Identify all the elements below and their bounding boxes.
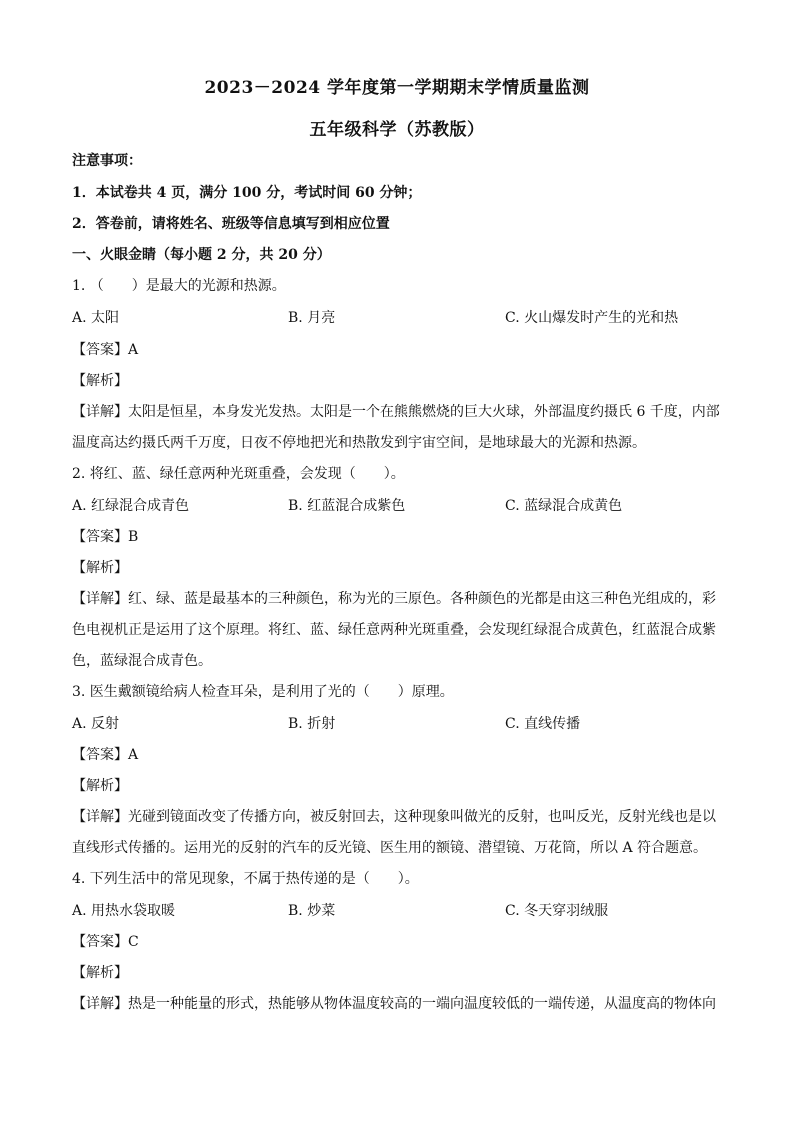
question-stem-2: 2. 将红、蓝、绿任意两种光斑重叠，会发现（ ）。 <box>72 466 405 482</box>
q4-answer: 【答案】C <box>72 934 139 950</box>
q4-option-c: C. 冬天穿羽绒服 <box>505 903 609 919</box>
q1-detail-line-2: 温度高达约摄氏两千万度，日夜不停地把光和热散发到宇宙空间，是地球最大的光源和热源。 <box>72 435 646 451</box>
q4-analysis: 【解析】 <box>72 965 128 981</box>
q1-analysis: 【解析】 <box>72 373 128 389</box>
page-title: 2023－2024 学年度第一学期期末学情质量监测 <box>204 78 590 98</box>
q3-analysis: 【解析】 <box>72 778 128 794</box>
question-stem-1: 1. （ ）是最大的光源和热源。 <box>72 278 286 294</box>
q2-answer: 【答案】B <box>72 529 139 545</box>
q4-option-a: A. 用热水袋取暖 <box>72 903 176 919</box>
q1-option-c: C. 火山爆发时产生的光和热 <box>505 310 679 326</box>
q2-option-b: B. 红蓝混合成紫色 <box>288 498 406 514</box>
q3-option-b: B. 折射 <box>288 716 336 732</box>
q2-detail-line-1: 【详解】红、绿、蓝是最基本的三种颜色，称为光的三原色。各种颜色的光都是由这三种色光组成的，彩 <box>72 591 716 607</box>
notes-item-1: 1．本试卷共 4 页，满分 100 分，考试时间 60 分钟； <box>72 185 422 201</box>
q4-option-b: B. 炒菜 <box>288 903 336 919</box>
q2-analysis: 【解析】 <box>72 560 128 576</box>
q3-answer: 【答案】A <box>72 747 139 763</box>
question-stem-3: 3. 医生戴额镜给病人检查耳朵，是利用了光的（ ）原理。 <box>72 684 454 700</box>
q1-option-a: A. 太阳 <box>72 310 120 326</box>
notes-item-2: 2．答卷前，请将姓名、班级等信息填写到相应位置 <box>72 216 390 232</box>
q1-detail-line-1: 【详解】太阳是恒星，本身发光发热。太阳是一个在熊熊燃烧的巨大火球，外部温度约摄氏 6 千度，内部 <box>72 404 720 420</box>
question-stem-4: 4. 下列生活中的常见现象，不属于热传递的是（ ）。 <box>72 871 419 887</box>
page-subtitle: 五年级科学（苏教版） <box>309 120 485 140</box>
q1-option-b: B. 月亮 <box>288 310 336 326</box>
notes-heading: 注意事项： <box>72 153 142 169</box>
q1-answer: 【答案】A <box>72 342 139 358</box>
q2-option-c: C. 蓝绿混合成黄色 <box>505 498 623 514</box>
q2-option-a: A. 红绿混合成青色 <box>72 498 190 514</box>
q2-detail-line-2: 色电视机正是运用了这个原理。将红、蓝、绿任意两种光斑重叠，会发现红绿混合成黄色，红蓝混合成紫 <box>72 622 716 638</box>
section-heading: 一、火眼金睛（每小题 2 分，共 20 分） <box>72 247 331 263</box>
q3-option-a: A. 反射 <box>72 716 120 732</box>
q2-detail-line-3: 色，蓝绿混合成青色。 <box>72 653 212 669</box>
q3-option-c: C. 直线传播 <box>505 716 581 732</box>
q3-detail-line-1: 【详解】光碰到镜面改变了传播方向，被反射回去，这种现象叫做光的反射，也叫反光，反射光线也是以 <box>72 809 716 825</box>
q3-detail-line-2: 直线形式传播的。运用光的反射的汽车的反光镜、医生用的额镜、潜望镜、万花筒，所以 A 符合题意。 <box>72 840 708 856</box>
q4-detail-line-1: 【详解】热是一种能量的形式，热能够从物体温度较高的一端向温度较低的一端传递，从温度高的物体向 <box>72 996 716 1012</box>
